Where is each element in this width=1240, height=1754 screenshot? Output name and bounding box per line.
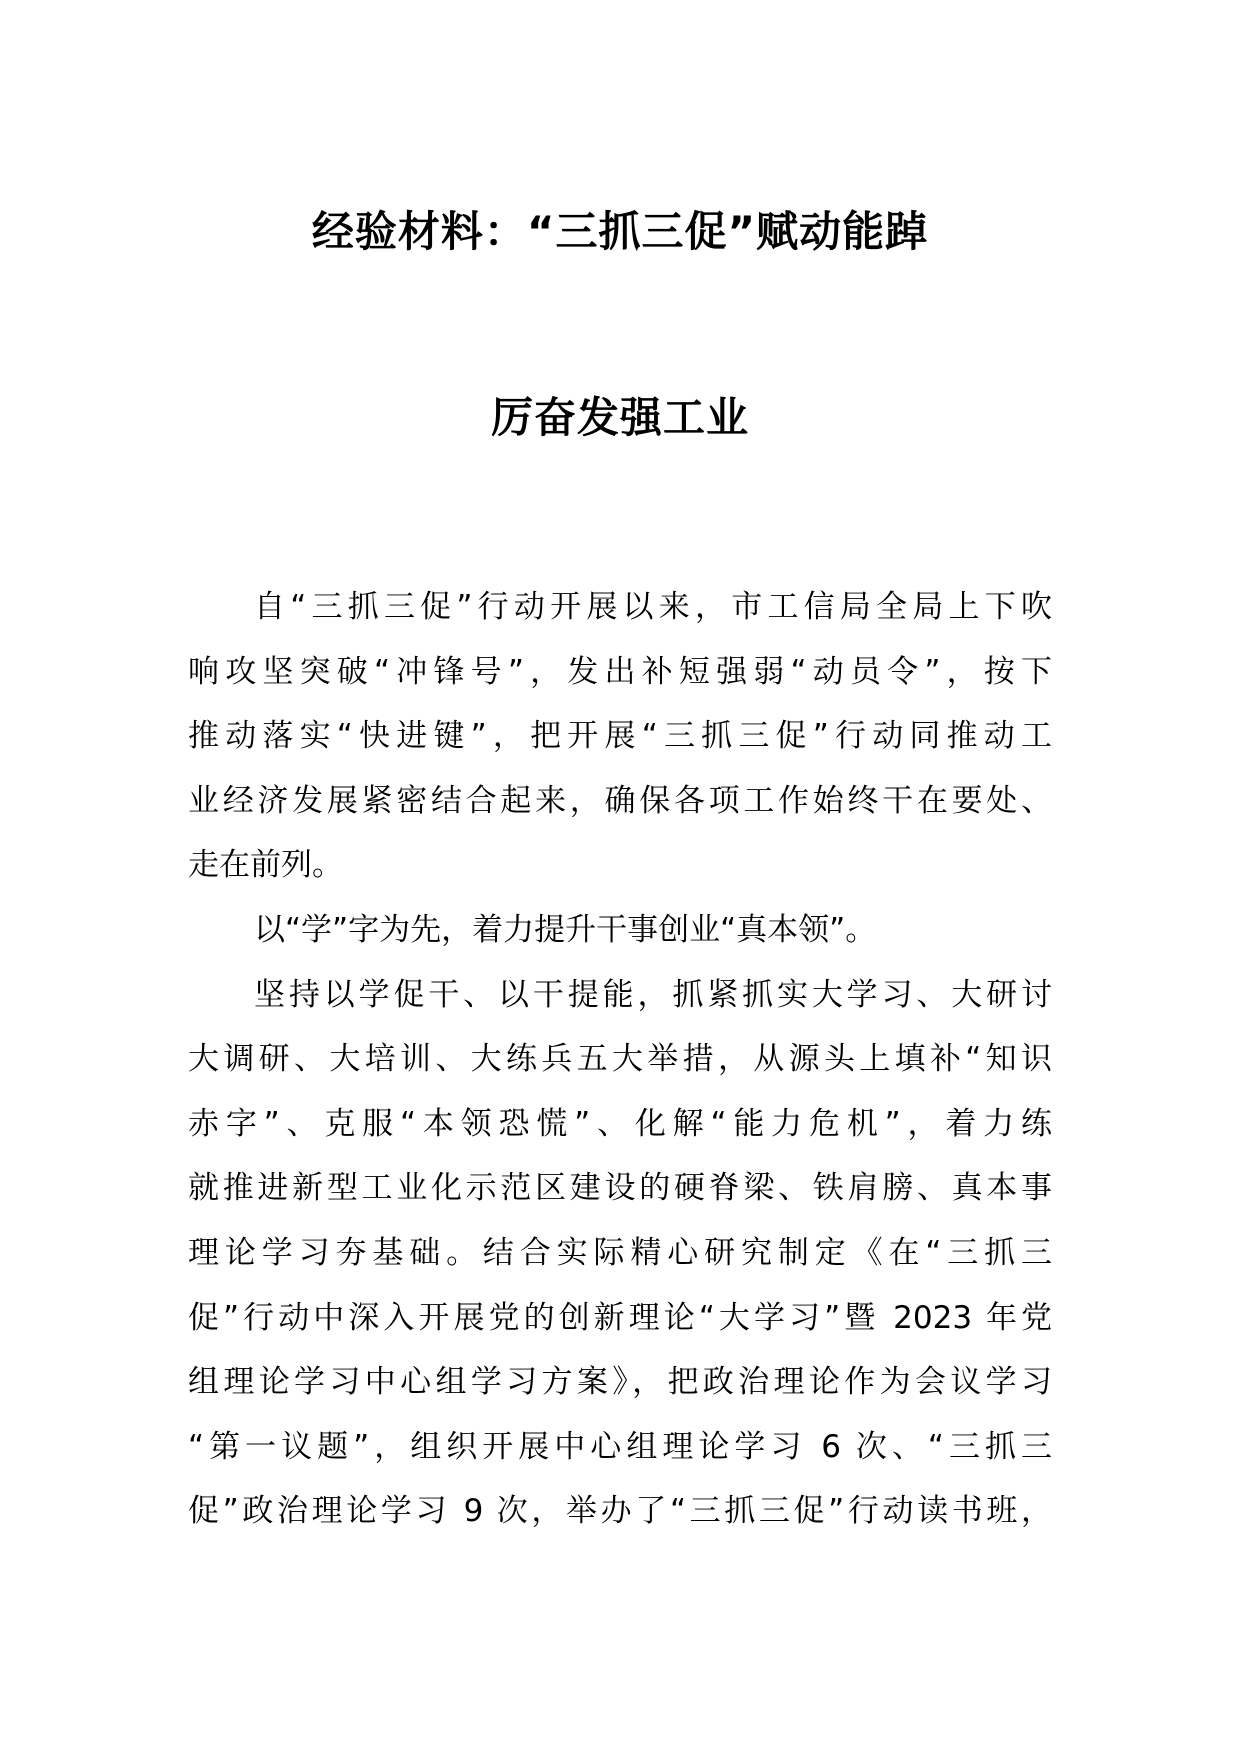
paragraph-line: 赤字”、克服“本领恐慌”、化解“能力危机”，着力练 [188, 1105, 1052, 1142]
paragraph-line: 坚持以学促干、以干提能，抓紧抓实大学习、大研讨 [254, 976, 1052, 1013]
paragraph-line: 走在前列。 [188, 847, 343, 884]
document-title-line-2: 厉奋发强工业 [490, 393, 749, 442]
paragraph-line: 业经济发展紧密结合起来，确保各项工作始终干在要处、 [188, 782, 1052, 819]
paragraph-line: 促”行动中深入开展党的创新理论“大学习”暨 2023 年党 [188, 1299, 1052, 1336]
paragraph-line: 推动落实“快进键”，把开展“三抓三促”行动同推动工 [188, 718, 1052, 755]
paragraph-line: 促”政治理论学习 9 次，举办了“三抓三促”行动读书班， [188, 1493, 1052, 1530]
paragraph-line: “第一议题”，组织开展中心组理论学习 6 次、“三抓三 [188, 1428, 1052, 1465]
paragraph-line: 就推进新型工业化示范区建设的硬脊梁、铁肩膀、真本事 [188, 1170, 1052, 1207]
paragraph-line: 大调研、大培训、大练兵五大举措，从源头上填补“知识 [188, 1041, 1052, 1078]
document-body [188, 575, 1052, 1544]
section-heading-line: 以“学”字为先，着力提升干事创业“真本领”。 [254, 911, 877, 948]
paragraph-line: 理论学习夯基础。结合实际精心研究制定《在“三抓三 [188, 1234, 1052, 1271]
paragraph-line: 自“三抓三促”行动开展以来，市工信局全局上下吹 [254, 589, 1052, 625]
paragraph-line: 响攻坚突破“冲锋号”，发出补短强弱“动员令”，按下 [188, 653, 1052, 690]
document-title-line-1: 经验材料：“三抓三促”赋动能踔 [311, 207, 929, 256]
paragraph-line: 组理论学习中心组学习方案》，把政治理论作为会议学习 [188, 1364, 1052, 1401]
